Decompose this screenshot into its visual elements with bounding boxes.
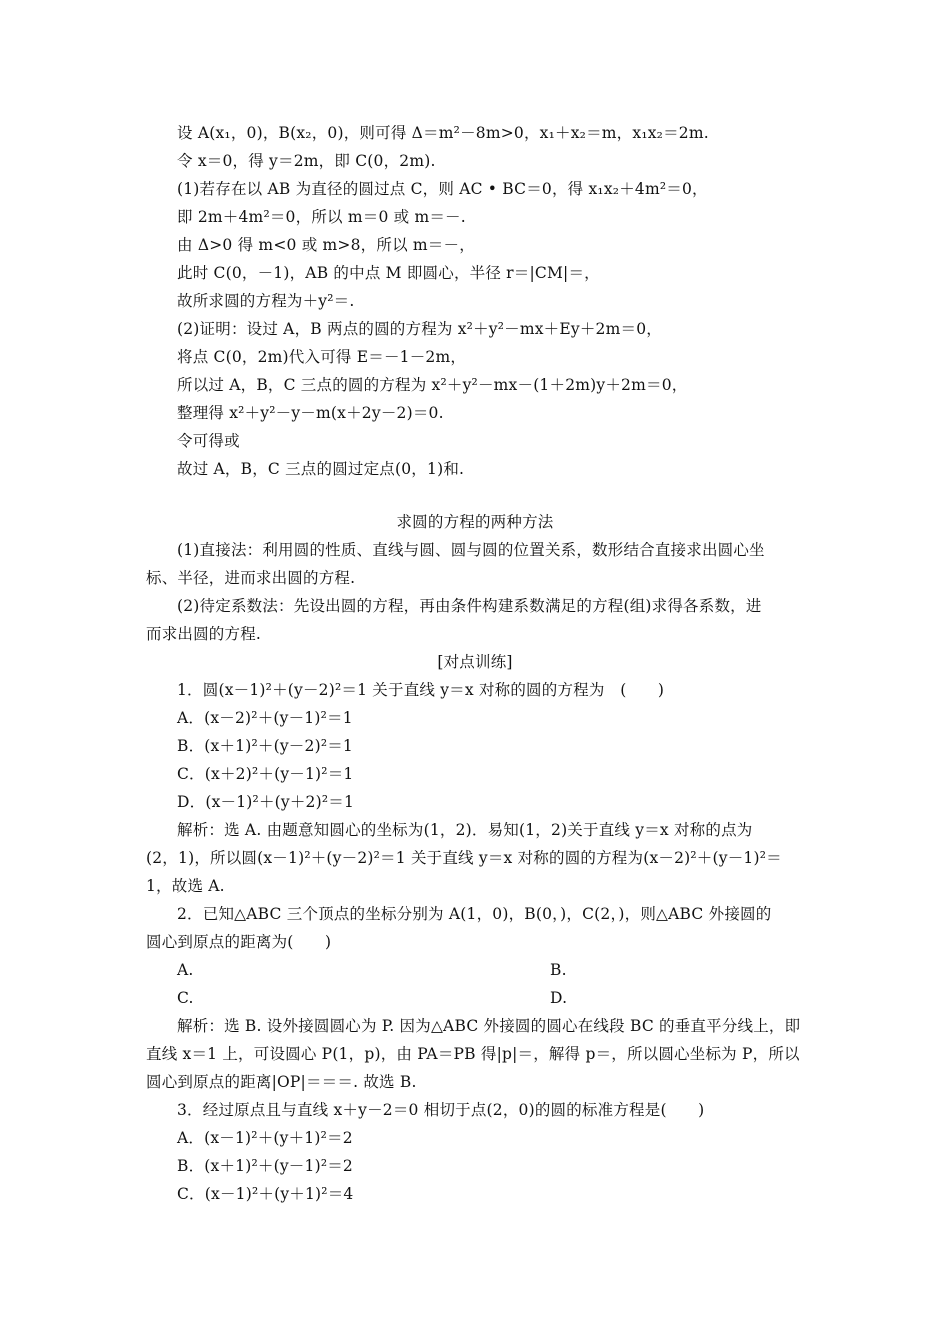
question-1-stem: 1．圆(x－1)²＋(y－2)²＝1 关于直线 y＝x 对称的圆的方程为 ( ) (177, 681, 665, 699)
question-2-analysis: 直线 x＝1 上，可设圆心 P(1，p)，由 PA＝PB 得|p|＝，解得 p＝，所以圆心坐标为 P，所以 (146, 1045, 800, 1063)
method-1-line: (1)直接法：利用圆的性质、直线与圆、圆与圆的位置关系，数形结合直接求出圆心坐 (177, 541, 765, 559)
solution-line: 令可得或 (177, 432, 240, 450)
solution-line: (1)若存在以 AB 为直径的圆过点 C，则 AC • BC＝0，得 x₁x₂＋4m²＝0， (177, 180, 708, 198)
solution-line: 设 A(x₁，0)，B(x₂，0)，则可得 Δ＝m²－8m>0，x₁＋x₂＝m，x₁x₂＝2m. (177, 124, 709, 142)
question-2-stem: 圆心到原点的距离为( ) (146, 933, 332, 951)
method-section-title: 求圆的方程的两种方法 (396, 513, 554, 531)
question-1-analysis: 1，故选 A. (146, 877, 225, 895)
solution-line: 整理得 x²＋y²－y－m(x＋2y－2)＝0. (177, 404, 444, 422)
question-1-option-d: D．(x－1)²＋(y＋2)²＝1 (177, 793, 355, 811)
solution-line: 由 Δ>0 得 m<0 或 m>8，所以 m＝－， (177, 236, 475, 254)
method-2-line: (2)待定系数法：先设出圆的方程，再由条件构建系数满足的方程(组)求得各系数，进 (177, 597, 762, 615)
solution-line: 故所求圆的方程为＋y²＝. (177, 292, 355, 310)
question-3-option-a: A．(x－1)²＋(y＋1)²＝2 (177, 1129, 353, 1147)
question-2-analysis: 解析：选 B. 设外接圆圆心为 P. 因为△ABC 外接圆的圆心在线段 BC 的垂直平分线上，即 (177, 1017, 801, 1035)
question-3-option-b: B．(x＋1)²＋(y－1)²＝2 (177, 1157, 353, 1175)
question-1-option-b: B．(x＋1)²＋(y－2)²＝1 (177, 737, 353, 755)
solution-line: 此时 C(0，－1)，AB 的中点 M 即圆心，半径 r＝|CM|＝， (177, 264, 600, 282)
question-3-stem: 3．经过原点且与直线 x＋y－2＝0 相切于点(2，0)的圆的标准方程是( ) (177, 1101, 705, 1119)
solution-line: 将点 C(0，2m)代入可得 E＝－1－2m， (177, 348, 467, 366)
method-1-line: 标、半径，进而求出圆的方程. (146, 569, 356, 587)
practice-title: [对点训练] (437, 653, 513, 671)
question-2-analysis: 圆心到原点的距离|OP|＝＝＝. 故选 B. (146, 1073, 417, 1091)
question-1-analysis: 解析：选 A. 由题意知圆心的坐标为(1，2)．易知(1，2)关于直线 y＝x 对称的点为 (177, 821, 753, 839)
question-3-option-c: C．(x－1)²＋(y＋1)²＝4 (177, 1185, 354, 1203)
question-2-option-c: C. (177, 989, 194, 1007)
question-2-option-a: A. (177, 961, 194, 979)
solution-line: 令 x＝0，得 y＝2m，即 C(0，2m). (177, 152, 436, 170)
question-1-option-a: A．(x－2)²＋(y－1)²＝1 (177, 709, 353, 727)
solution-line: 即 2m＋4m²＝0，所以 m＝0 或 m＝－. (177, 208, 466, 226)
question-1-analysis: (2，1)，所以圆(x－1)²＋(y－2)²＝1 关于直线 y＝x 对称的圆的方程为(x－2)²＋(y－1)²＝ (146, 849, 782, 867)
question-2-option-d: D. (550, 989, 568, 1007)
method-2-line: 而求出圆的方程. (146, 625, 262, 643)
solution-line: 所以过 A，B，C 三点的圆的方程为 x²＋y²－mx－(1＋2m)y＋2m＝0， (177, 376, 688, 394)
question-2-option-b: B. (550, 961, 567, 979)
solution-line: 故过 A，B，C 三点的圆过定点(0，1)和. (177, 460, 465, 478)
question-2-stem: 2．已知△ABC 三个顶点的坐标分别为 A(1，0)，B(0，)，C(2，)，则△ABC 外接圆的 (177, 905, 772, 923)
solution-line: (2)证明：设过 A，B 两点的圆的方程为 x²＋y²－mx＋Ey＋2m＝0， (177, 320, 662, 338)
question-1-option-c: C．(x＋2)²＋(y－1)²＝1 (177, 765, 354, 783)
